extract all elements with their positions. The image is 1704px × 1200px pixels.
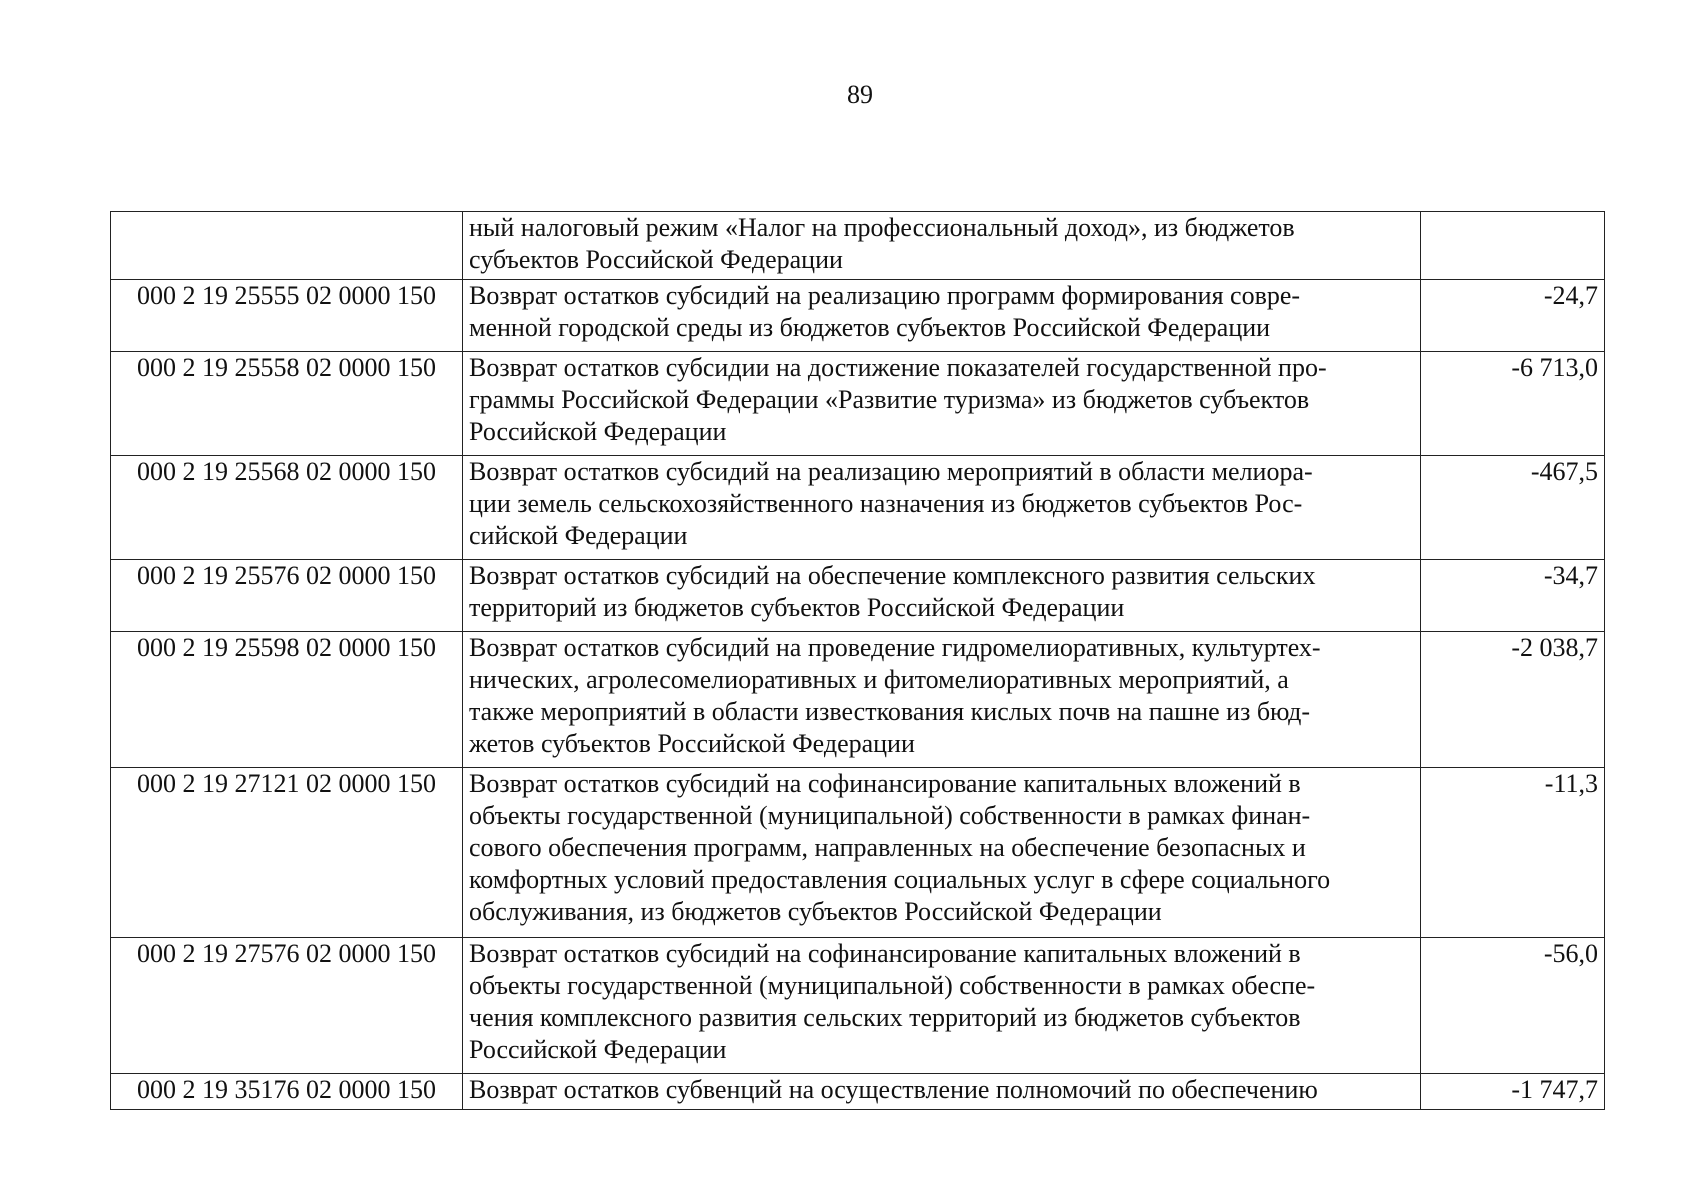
budget-code-cell: 000 2 19 25555 02 0000 150 xyxy=(111,280,463,352)
table-row xyxy=(111,632,1605,768)
budget-code-cell xyxy=(111,212,463,280)
amount-cell: -11,3 xyxy=(1421,768,1605,938)
table-row xyxy=(111,280,1605,352)
amount-cell: -56,0 xyxy=(1421,938,1605,1074)
table-row xyxy=(111,212,1605,280)
description-cell: Возврат остатков субсидий на реализацию мероприятий в области мелиора- ции земель сельскохозяйственного назначения из бюджетов субъектов Рос- сийской Федерации xyxy=(463,456,1421,560)
amount-cell xyxy=(1421,212,1605,280)
table-row xyxy=(111,560,1605,632)
description-cell: Возврат остатков субсидий на софинансирование капитальных вложений в объекты государственной (муниципальной) собственности в рамках финан- сового обеспечения программ, направленных на обеспечение безопасных и комфортных условий предоставления социальных услуг в сфере социального обслуживания, из бюджетов субъектов Российской Федерации xyxy=(463,768,1421,938)
budget-code-cell: 000 2 19 25598 02 0000 150 xyxy=(111,632,463,768)
amount-cell: -24,7 xyxy=(1421,280,1605,352)
table-row xyxy=(111,456,1605,560)
table-row xyxy=(111,938,1605,1074)
budget-code-cell: 000 2 19 27576 02 0000 150 xyxy=(111,938,463,1074)
amount-cell: -467,5 xyxy=(1421,456,1605,560)
amount-cell: -1 747,7 xyxy=(1421,1074,1605,1110)
amount-cell: -34,7 xyxy=(1421,560,1605,632)
description-cell: Возврат остатков субсидий на реализацию программ формирования совре- менной городской среды из бюджетов субъектов Российской Федерации xyxy=(463,280,1421,352)
table-row xyxy=(111,352,1605,456)
budget-code-cell: 000 2 19 35176 02 0000 150 xyxy=(111,1074,463,1110)
budget-code-cell: 000 2 19 25558 02 0000 150 xyxy=(111,352,463,456)
page-number: 89 xyxy=(847,80,873,109)
amount-cell: -6 713,0 xyxy=(1421,352,1605,456)
table-row xyxy=(111,1074,1605,1110)
budget-code-cell: 000 2 19 25576 02 0000 150 xyxy=(111,560,463,632)
budget-code-cell: 000 2 19 27121 02 0000 150 xyxy=(111,768,463,938)
table-row xyxy=(111,768,1605,938)
description-cell: ный налоговый режим «Налог на профессиональный доход», из бюджетов субъектов Российской Федерации xyxy=(463,212,1421,280)
description-cell: Возврат остатков субсидий на проведение гидромелиоративных, культуртех- нических, агролесомелиоративных и фитомелиоративных мероприятий, а также мероприятий в области известкования кислых почв на пашне из бюд- жетов субъектов Российской Федерации xyxy=(463,632,1421,768)
description-cell: Возврат остатков субсидий на софинансирование капитальных вложений в объекты государственной (муниципальной) собственности в рамках обеспе- чения комплексного развития сельских территорий из бюджетов субъектов Российской Федерации xyxy=(463,938,1421,1074)
description-cell: Возврат остатков субвенций на осуществление полномочий по обеспечению xyxy=(463,1074,1421,1110)
description-cell: Возврат остатков субсидий на обеспечение комплексного развития сельских территорий из бюджетов субъектов Российской Федерации xyxy=(463,560,1421,632)
budget-code-cell: 000 2 19 25568 02 0000 150 xyxy=(111,456,463,560)
description-cell: Возврат остатков субсидии на достижение показателей государственной про- граммы Российской Федерации «Развитие туризма» из бюджетов субъектов Российской Федерации xyxy=(463,352,1421,456)
amount-cell: -2 038,7 xyxy=(1421,632,1605,768)
budget-return-table xyxy=(110,211,1605,1110)
